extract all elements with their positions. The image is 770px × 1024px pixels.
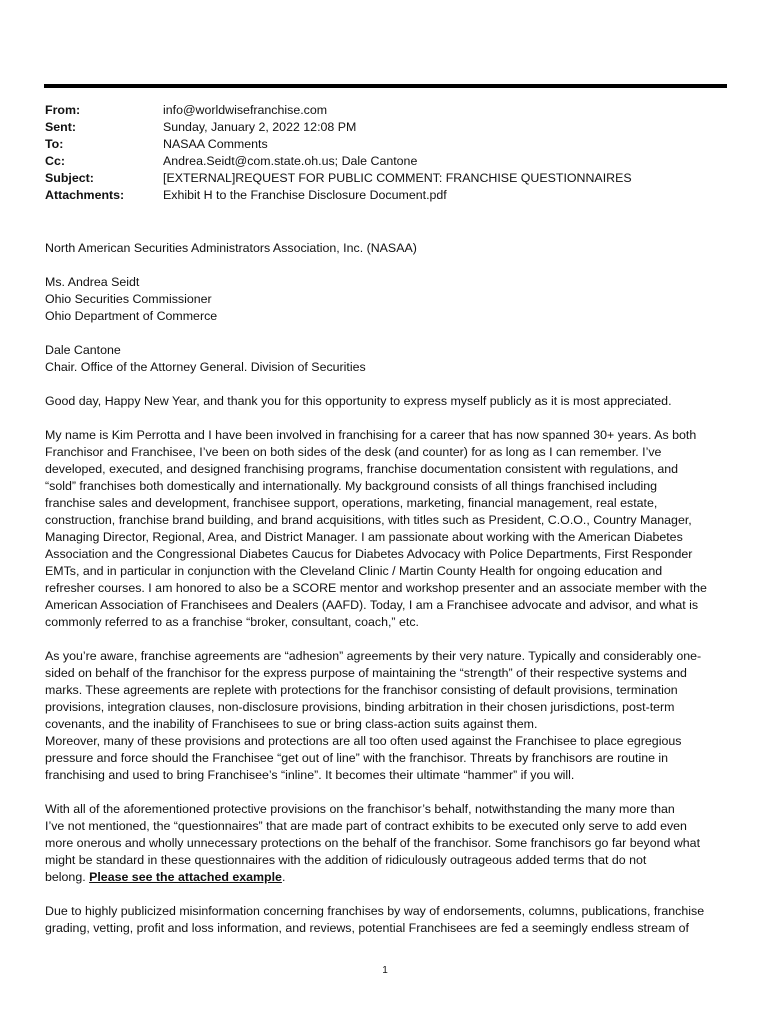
sent-value: Sunday, January 2, 2022 12:08 PM: [163, 120, 357, 134]
paragraph-line: Franchisor and Franchisee, I’ve been on both sides of the desk (and counter) for as long as I can remember. I’ve: [45, 445, 662, 459]
paragraph-line: grading, vetting, profit and loss information, and reviews, potential Franchisees are fed a seemingly endless stream of: [45, 921, 689, 935]
letter-body: [45, 240, 728, 954]
paragraph-line: commonly referred to as a franchise “broker, consultant, coach,” etc.: [45, 615, 419, 629]
header-row-cc: [45, 153, 735, 170]
paragraph-line: provisions, integration clauses, non-disclosure provisions, binding arbitration in their chosen jurisdictions, post-term: [45, 700, 675, 714]
paragraph-line: Managing Director, Regional, Area, and District Manager. I am passionate about working with the American Diabetes: [45, 530, 683, 544]
paragraph-line: As you’re aware, franchise agreements are “adhesion” agreements by their very nature. Typically and considerably one-: [45, 649, 702, 663]
header-row-subject: [45, 170, 735, 187]
to-label: To:: [45, 137, 64, 151]
header-row-to: [45, 136, 735, 153]
sent-label: Sent:: [45, 120, 76, 134]
paragraph-line: EMTs, and in particular in conjunction with the Cleveland Clinic / Martin County Health for ongoing education and: [45, 564, 663, 578]
header-divider: [44, 84, 727, 88]
subject-value: [EXTERNAL]REQUEST FOR PUBLIC COMMENT: FRANCHISE QUESTIONNAIRES: [163, 171, 632, 185]
paragraph-line: developed, executed, and designed franchising programs, franchise documentation consistent with regulations, and: [45, 462, 679, 476]
paragraph-line: construction, franchise brand building, and brand acquisitions, with titles such as President, C.O.O., Country Manager,: [45, 513, 692, 527]
addressee-2-name: Dale Cantone: [45, 343, 121, 357]
paragraph-line: might be standard in these questionnaires with the addition of ridiculously outrageous added terms that do not: [45, 853, 647, 867]
paragraph-line: refresher courses. I am honored to also be a SCORE mentor and workshop presenter and an associate member with the: [45, 581, 707, 595]
from-value: info@worldwisefranchise.com: [163, 103, 328, 117]
paragraph-line: franchise sales and development, franchisee support, operations, marketing, financial management, real estate,: [45, 496, 658, 510]
paragraph-line-last: [45, 869, 728, 886]
to-value: NASAA Comments: [163, 137, 268, 151]
header-row-sent: [45, 119, 735, 136]
addressee-1-department: Ohio Department of Commerce: [45, 309, 218, 323]
addressee-block-2: [45, 342, 728, 376]
paragraph-line: Association and the Congressional Diabetes Caucus for Diabetes Advocacy with Police Departments, First Responder: [45, 547, 693, 561]
paragraph-line: “sold” franchises both domestically and internationally. My background consists of all things franchised including: [45, 479, 658, 493]
paragraph-line: With all of the aforementioned protective provisions on the franchisor’s behalf, notwithstanding the many more than: [45, 802, 675, 816]
paragraph-background: [45, 427, 728, 631]
paragraph-line: more onerous and wholly unnecessary protections on the behalf of the franchisor. Some franchisors go far beyond what: [45, 836, 701, 850]
page-number: 1: [382, 965, 388, 976]
paragraph-line: Moreover, many of these provisions and protections are all too often used against the Franchisee to place egregious: [45, 734, 682, 748]
cc-value: Andrea.Seidt@com.state.oh.us; Dale Cantone: [163, 154, 418, 168]
paragraph-adhesion: [45, 648, 728, 733]
paragraph-moreover: [45, 733, 728, 784]
organization-line: North American Securities Administrators Association, Inc. (NASAA): [45, 241, 417, 255]
paragraph-line: covenants, and the inability of Franchisees to sue or bring class-action suits against them.: [45, 717, 538, 731]
addressee-1-name: Ms. Andrea Seidt: [45, 275, 140, 289]
addressee-block-1: [45, 274, 728, 325]
paragraph-line: Due to highly publicized misinformation concerning franchises by way of endorsements, columns, publications, franchise: [45, 904, 705, 918]
paragraph-questionnaires: [45, 801, 728, 886]
greeting-paragraph: Good day, Happy New Year, and thank you for this opportunity to express myself publicly as it is most appreciated.: [45, 394, 672, 408]
paragraph-line: pressure and force should the Franchisee “get out of line” with the franchisor. Threats by franchisors are routine in: [45, 751, 669, 765]
addressee-2-title: Chair. Office of the Attorney General. Division of Securities: [45, 360, 366, 374]
cc-label: Cc:: [45, 154, 65, 168]
paragraph-line: sided on behalf of the franchisor for the express purpose of maintaining the “strength” of their respective systems and: [45, 666, 687, 680]
line-prefix: belong.: [45, 870, 90, 884]
attached-example-link[interactable]: Please see the attached example: [89, 870, 282, 884]
attachments-label: Attachments:: [45, 188, 125, 202]
email-header: [45, 102, 735, 204]
header-row-attachments: [45, 187, 735, 204]
paragraph-line: marks. These agreements are replete with protections for the franchisor consisting of default provisions, termination: [45, 683, 678, 697]
paragraph-line: My name is Kim Perrotta and I have been involved in franchising for a career that has now spanned 30+ years. As both: [45, 428, 697, 442]
subject-label: Subject:: [45, 171, 94, 185]
header-row-from: [45, 102, 735, 119]
paragraph-line: franchising and used to bring Franchisee’s “inline”. It becomes their ultimate “hammer” if you will.: [45, 768, 575, 782]
paragraph-line: American Association of Franchisees and Dealers (AAFD). Today, I am a Franchisee advocate and advisor, and what is: [45, 598, 699, 612]
from-label: From:: [45, 103, 81, 117]
paragraph-misinformation: [45, 903, 728, 937]
line-suffix: .: [281, 870, 286, 884]
attachments-value: Exhibit H to the Franchise Disclosure Document.pdf: [163, 188, 447, 202]
paragraph-line: I’ve not mentioned, the “questionnaires” that are made part of contract exhibits to be executed only serve to add even: [45, 819, 687, 833]
addressee-1-title: Ohio Securities Commissioner: [45, 292, 212, 306]
